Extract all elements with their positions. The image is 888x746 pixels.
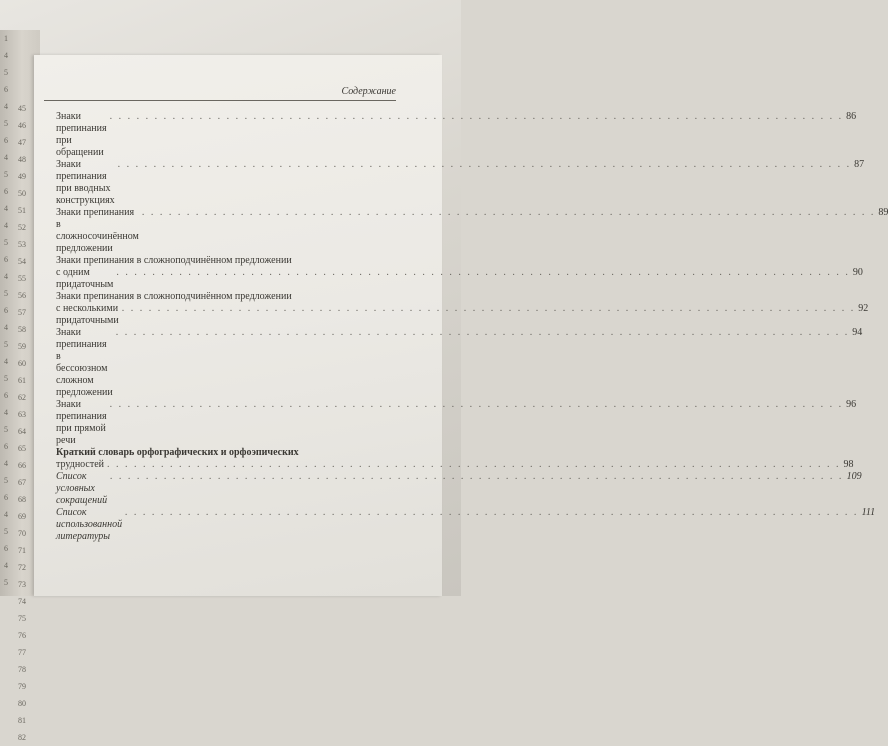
- toc-entry-page: 96: [846, 399, 857, 410]
- toc-entry-title: Знаки препинания в сложносочинённом предложении: [56, 207, 139, 254]
- toc-entry: [56, 327, 863, 399]
- book-page: [34, 55, 888, 596]
- toc-entry-page: 90: [852, 267, 863, 278]
- left-page-number: 73: [18, 580, 26, 589]
- left-page-number: 47: [18, 138, 26, 147]
- running-header: [44, 86, 396, 101]
- left-page-number: 59: [18, 342, 26, 351]
- left-page-number: 4: [4, 323, 8, 332]
- left-page-number: 5: [4, 119, 8, 128]
- toc-entry-title: Знаки препинания при вводных конструкциях: [56, 159, 115, 206]
- left-page-number: 1: [4, 34, 8, 43]
- left-page-number: 82: [18, 733, 26, 742]
- left-page-number: 4: [4, 408, 8, 417]
- left-page-number: 67: [18, 478, 26, 487]
- toc-entry-title: трудностей: [56, 459, 105, 470]
- toc-entry-page: 98: [843, 459, 854, 470]
- left-page-number: 6: [4, 391, 8, 400]
- toc-entry: [56, 399, 857, 447]
- left-page-number: 6: [4, 255, 8, 264]
- left-page-number: 77: [18, 648, 26, 657]
- left-page-number: 6: [4, 544, 8, 553]
- left-page-number: 71: [18, 546, 26, 555]
- toc-entry: [56, 255, 863, 291]
- left-page-number: 4: [4, 510, 8, 519]
- left-page-number: 66: [18, 461, 26, 470]
- left-page-number: 63: [18, 410, 26, 419]
- header-title: Содержание: [341, 86, 396, 97]
- left-page-number: 4: [4, 204, 8, 213]
- toc-entry-page: 94: [852, 327, 863, 338]
- toc-entry: [56, 447, 854, 471]
- toc-entry: [56, 159, 865, 207]
- left-page-number: 62: [18, 393, 26, 402]
- left-page-number: 51: [18, 206, 26, 215]
- left-page-number: 81: [18, 716, 26, 725]
- toc-entry-page: 92: [858, 303, 869, 314]
- left-page-number: 6: [4, 306, 8, 315]
- left-page-number: 69: [18, 512, 26, 521]
- left-page-number: 4: [4, 272, 8, 281]
- toc-entry-title: Знаки препинания при обращении: [56, 111, 107, 158]
- left-page-number: 4: [4, 51, 8, 60]
- left-page-number: 5: [4, 425, 8, 434]
- toc-entry-page: 87: [854, 159, 865, 170]
- left-page-number: 54: [18, 257, 26, 266]
- left-page-number: 74: [18, 597, 26, 606]
- left-page-number: 55: [18, 274, 26, 283]
- left-page-number: 5: [4, 578, 8, 587]
- toc-entry-page: 111: [861, 507, 876, 518]
- left-page-numbers-a: [4, 30, 8, 591]
- toc-entry: [56, 291, 869, 327]
- left-page-number: 4: [4, 102, 8, 111]
- toc-entry-title: Знаки препинания в бессоюзном сложном предложении: [56, 327, 113, 398]
- left-page-number: 6: [4, 493, 8, 502]
- left-page-number: 57: [18, 308, 26, 317]
- left-page-number: 61: [18, 376, 26, 385]
- left-page-number: 46: [18, 121, 26, 130]
- left-page-number: 5: [4, 340, 8, 349]
- toc-entry-title: Список использованной литературы: [56, 507, 123, 542]
- left-page-number: 4: [4, 221, 8, 230]
- toc-entry-line: Знаки препинания в сложноподчинённом предложении: [56, 291, 292, 302]
- left-page-number: 50: [18, 189, 26, 198]
- left-page-number: 5: [4, 289, 8, 298]
- left-page-number: 80: [18, 699, 26, 708]
- left-page-number: 68: [18, 495, 26, 504]
- left-page-number: 4: [4, 153, 8, 162]
- left-page-number: 6: [4, 85, 8, 94]
- left-page-number: 72: [18, 563, 26, 572]
- left-page-number: 58: [18, 325, 26, 334]
- left-page-number: 4: [4, 459, 8, 468]
- left-page-number: 45: [18, 104, 26, 113]
- left-page-number: 4: [4, 561, 8, 570]
- toc-entry: [56, 507, 876, 543]
- toc-entry-title: с несколькими придаточными: [56, 303, 119, 326]
- toc-entry: [56, 471, 862, 507]
- left-page-number: 76: [18, 631, 26, 640]
- left-page-number: 48: [18, 155, 26, 164]
- left-page-number: 75: [18, 614, 26, 623]
- left-page-number: 6: [4, 136, 8, 145]
- toc-entry-line: Знаки препинания в сложноподчинённом предложении: [56, 255, 292, 266]
- left-page-number: 49: [18, 172, 26, 181]
- left-page-number: 79: [18, 682, 26, 691]
- toc-entry-title: Список условных сокращений: [56, 471, 108, 506]
- left-page-number: 56: [18, 291, 26, 300]
- left-page-number: 52: [18, 223, 26, 232]
- toc-entry-line: Краткий словарь орфографических и орфоэпических: [56, 447, 299, 458]
- toc-entry: [56, 111, 857, 159]
- left-page-number: 5: [4, 68, 8, 77]
- left-page-number: 70: [18, 529, 26, 538]
- left-page-number: 60: [18, 359, 26, 368]
- toc-entry-page: 109: [846, 471, 862, 482]
- left-page-number: 65: [18, 444, 26, 453]
- left-page-number: 5: [4, 374, 8, 383]
- table-of-contents: [56, 111, 888, 543]
- left-page-number: 6: [4, 442, 8, 451]
- left-page-number: 78: [18, 665, 26, 674]
- left-page-number: 5: [4, 476, 8, 485]
- left-page-number: 6: [4, 187, 8, 196]
- left-page-number: 4: [4, 357, 8, 366]
- toc-entry-title: с одним придаточным: [56, 267, 114, 290]
- left-page-number: 53: [18, 240, 26, 249]
- left-page-number: 5: [4, 170, 8, 179]
- toc-entry: [56, 207, 888, 255]
- left-page-number: 64: [18, 427, 26, 436]
- left-page-number: 5: [4, 527, 8, 536]
- toc-entry-page: 89: [878, 207, 888, 218]
- toc-entry-title: Знаки препинания при прямой речи: [56, 399, 107, 446]
- left-page-numbers-b: [18, 100, 26, 746]
- toc-entry-page: 86: [846, 111, 857, 122]
- left-page-number: 5: [4, 238, 8, 247]
